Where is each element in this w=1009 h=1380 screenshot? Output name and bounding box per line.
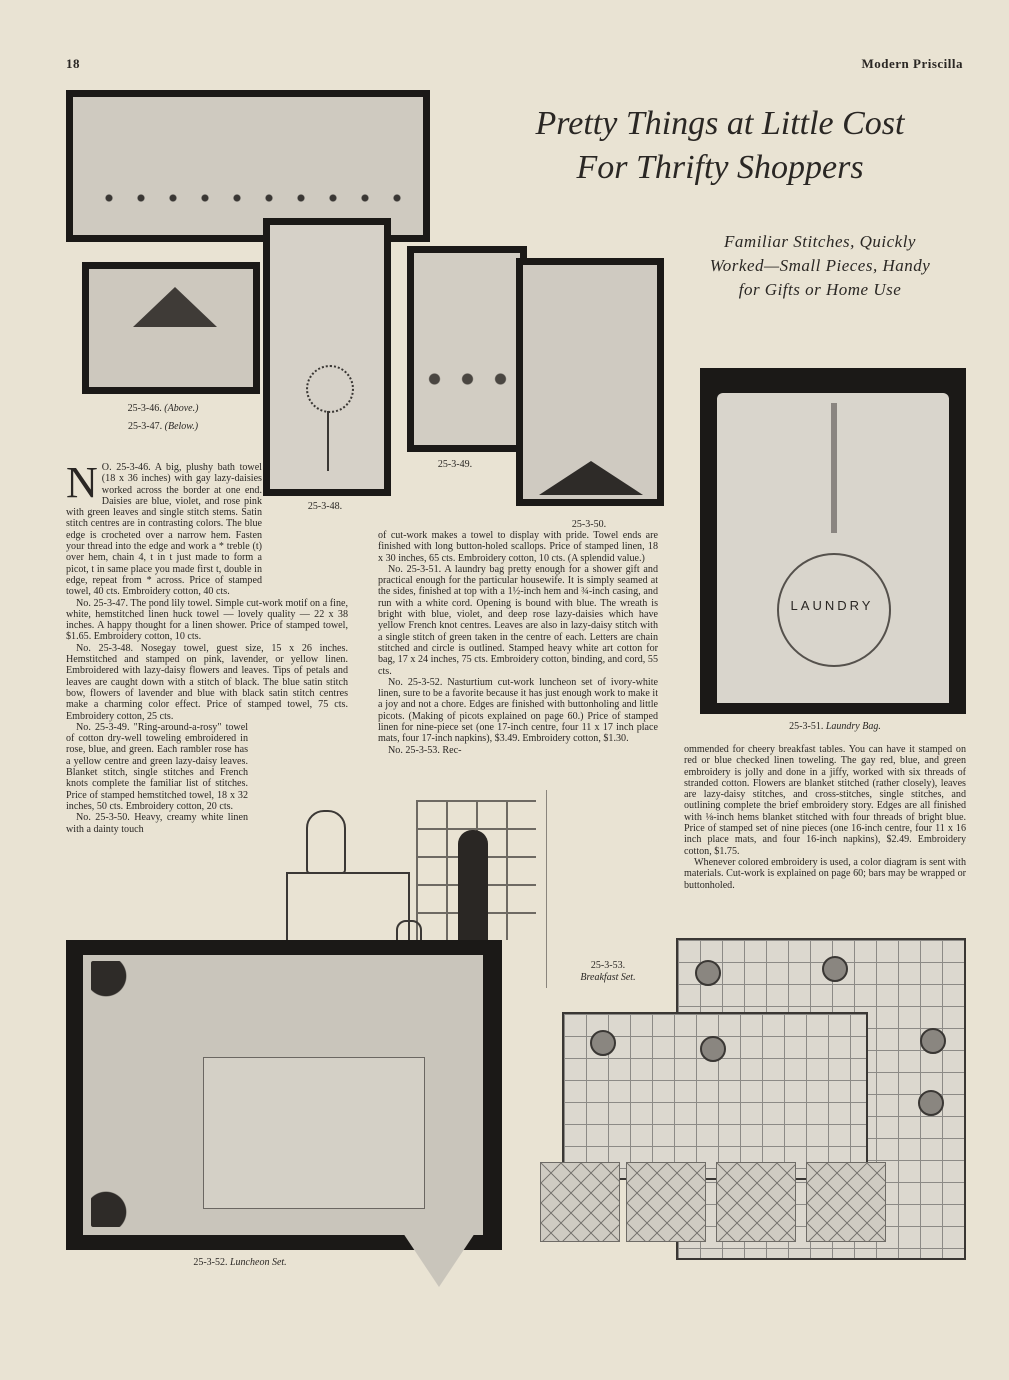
laundry-bag <box>717 393 949 703</box>
luncheon-set-photo <box>66 940 502 1250</box>
nasturtium-corner-2 <box>91 1177 141 1227</box>
napkin-3 <box>716 1162 796 1242</box>
subtitle-line-3: for Gifts or Home Use <box>738 280 902 299</box>
napkin-1 <box>540 1162 620 1242</box>
caption-25-3-47: 25-3-47. (Below.) <box>127 421 199 432</box>
title-line-1: Pretty Things at Little Cost <box>535 105 905 142</box>
paragraph-25-3-46: N O. 25-3-46. A big, plushy bath towel (18 x 36 inches) with gay lazy-daisies worked across the border at one end. Daisies are blue, violet, and rose pink with green leaves and single stitch stems. Satin stitch centres are in contrasting colors. The blue edge is crocheted over a narrow hem. Fasten your thread into the edge and work a * treble (t) over hem, chain 4, t in t just made to form a picot, t in same place you made first t, double in edge, repeat from * across. Price of stamped towel, 40 cts. Embroidery cotton, 40 cts. <box>66 458 262 598</box>
breakfast-motif-6 <box>918 1090 944 1116</box>
cutwork-scallop <box>539 461 643 495</box>
rosy-towel-photo <box>407 246 527 452</box>
nosegay-towel-photo <box>263 218 391 496</box>
paragraph-25-3-53-cont: ommended for cheery breakfast tables. You can have it stamped on red or blue checked linen toweling. The gay red, blue, and green embroidery is jolly and done in a jiffy, worked with six threads of stranded cotton. Flowers are blanket stitched (rather closely), leaves are lazy-daisy stitches, and cross-stitches, single stitches, and outlining complete the brief embroidery story. Edges are all finished with ⅛-inch hems blanket stitched with four threads of bright blue. Price of stamped set of nine pieces (one 16-inch centre, four 11 x 16 inch place mats, and four 16-inch napkins), $2.49. Embroidery cotton, $1.75. <box>684 744 966 857</box>
napkin-point <box>399 1227 479 1287</box>
caption-25-3-48: 25-3-48. <box>307 501 343 512</box>
paragraph-25-3-47: No. 25-3-47. The pond lily towel. Simple cut-work motif on a fine, white, hemstitched linen huck towel — lovely quality — 22 x 38 inches. A happy thought for a linen shower. Price of stamped towel, $1.65. Embroidery cotton, 10 cts. <box>66 597 348 643</box>
breakfast-motif-4 <box>700 1036 726 1062</box>
text-column-2 <box>378 530 658 756</box>
paragraph-25-3-48: No. 25-3-48. Nosegay towel, guest size, 15 x 26 inches. Hemstitched and stamped on pink, lavender, or yellow linen. Embroidered with lazy-daisy flowers and leaves. Tips of petals and leaves are caught down with a stitch of black. The blue satin stitch bow, flowers of lavender and blue with black satin stitch centres make a charming color effect. Price of stamped towel, 75 cts. Embroidery cotton, 25 cts. <box>66 642 348 722</box>
nosegay-motif <box>306 365 354 413</box>
nasturtium-corner-1 <box>91 961 141 1011</box>
caption-25-3-50: 25-3-50. <box>571 519 607 530</box>
drop-cap: N <box>66 458 98 507</box>
paragraph-25-3-52: No. 25-3-52. Nasturtium cut-work luncheon set of ivory-white linen, sure to be a favorite because it has just enough work to make it a joy and not a chore. Edges are finished with buttonholing and little picots. (Making of picots explained on page 60.) Price of stamped linen for nine-piece set (one 17-inch centre, four 11 x 17 inch place mats, four 17-inch napkins), $3.49. Embroidery cotton, $1.30. <box>378 676 658 745</box>
magazine-name: Modern Priscilla <box>861 56 963 71</box>
paragraph-25-3-49: No. 25-3-49. "Ring-around-a-rosy" towel of cotton dry-well toweling embroidered in rose, blue, and green. Each rambler rose has a yellow centre and green lazy-daisy leaves. Blanket stitch, single stitches and French knots complete the familiar list of stitches. Price of stamped hemstitched towel, 18 x 32 inches, 50 cts. Embroidery cotton, 20 cts. <box>66 721 248 812</box>
caption-25-3-53: 25-3-53. Breakfast Set. <box>580 960 636 983</box>
paragraph-25-3-50: No. 25-3-50. Heavy, creamy white linen with a dainty touch <box>66 812 248 835</box>
breakfast-motif-5 <box>920 1028 946 1054</box>
caption-25-3-51: 25-3-51. Laundry Bag. <box>789 721 881 732</box>
paragraph-cutwork-cont: of cut-work makes a towel to display with pride. Towel ends are finished with long button-holed scallops. Price of stamped linen, 18 x 30 inches, 65 cts. Embroidery cotton, 10 cts. (A splendid value.) <box>378 530 658 564</box>
text-column-1 <box>66 458 348 835</box>
rose-ring <box>418 371 516 387</box>
caption-25-3-46: 25-3-46. (Above.) <box>127 403 199 414</box>
caption-25-3-49: 25-3-49. <box>437 459 473 470</box>
paragraph-25-3-53-start: No. 25-3-53. Rec- <box>388 744 462 756</box>
napkin-4 <box>806 1162 886 1242</box>
text-column-3 <box>684 744 966 891</box>
pond-lily-towel-photo <box>82 262 260 394</box>
paragraph-color-diagram: Whenever colored embroidery is used, a color diagram is sent with materials. Cut-work is explained on page 60; bars may be wrapped or buttonholed. <box>684 856 966 891</box>
subtitle-line-1: Familiar Stitches, Quickly <box>724 232 916 251</box>
napkin-2 <box>626 1162 706 1242</box>
page-number: 18 <box>66 56 80 71</box>
title-line-2: For Thrifty Shoppers <box>576 149 864 186</box>
bag-lettering: LAUNDRY <box>790 598 874 613</box>
caption-25-3-52: 25-3-52. Luncheon Set. <box>193 1257 287 1268</box>
breakfast-motif-3 <box>590 1030 616 1056</box>
article-title <box>500 102 940 190</box>
laundry-bag-photo <box>700 368 966 714</box>
subtitle-line-2: Worked—Small Pieces, Handy <box>709 256 931 275</box>
paragraph-25-3-51: No. 25-3-51. A laundry bag pretty enough for a shower gift and practical enough for the particular housewife. It is simply seamed at the sides, finished at top with a 1½-inch hem and ¾-inch casing, and run with a white cord. Opening is bound with blue. The wreath is bright with blue, violet, and deep rose lazy-daisies which have yellow French knot centres. Leaves are also in lazy-daisy stitch with a single stitch of green taken in the centre of each. Letters are chain stitched and circle is outlined. Stamped heavy white art cotton for bag, 17 x 24 inches, 75 cts. Embroidery cotton, binding, and cord, 55 cts. <box>378 563 658 677</box>
bag-opening <box>831 403 837 533</box>
breakfast-motif-2 <box>822 956 848 982</box>
daisy-border <box>93 192 403 204</box>
breakfast-motif-1 <box>695 960 721 986</box>
article-subtitle <box>660 230 980 302</box>
cutwork-towel-photo <box>516 258 664 506</box>
place-mat <box>203 1057 425 1209</box>
cutwork-motif <box>133 287 217 327</box>
shopkeeper-figure <box>306 810 346 874</box>
